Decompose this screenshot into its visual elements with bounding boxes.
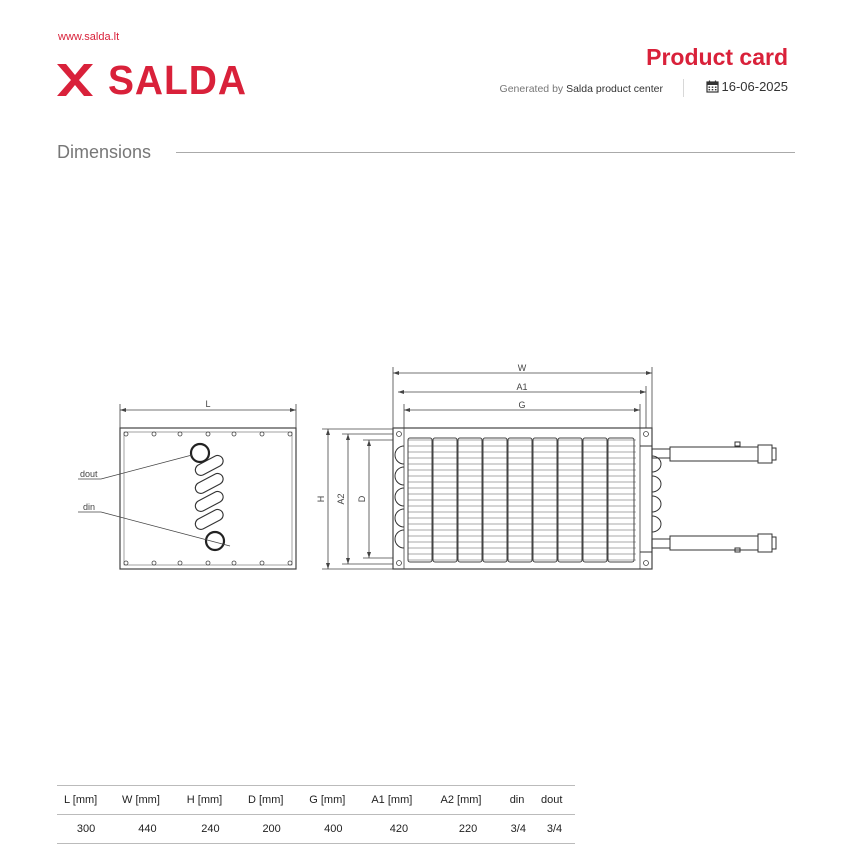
table-cell-W: 440 — [115, 815, 180, 844]
table-cell-A1: 420 — [364, 815, 433, 844]
dim-label-H: H — [316, 495, 326, 503]
table-cell-dout: 3/4 — [534, 815, 575, 844]
dim-label-A2: A2 — [336, 493, 346, 505]
pipe-outlet — [652, 442, 776, 463]
dim-label-G: G — [518, 400, 526, 410]
table-row — [57, 815, 575, 844]
website-link[interactable]: www.salda.lt — [58, 31, 120, 43]
dimensions-table — [57, 785, 575, 844]
dout-connection — [191, 444, 209, 462]
pipe-inlet — [652, 534, 776, 552]
date-value: 16-06-2025 — [721, 79, 788, 94]
table-header-H: H [mm] — [180, 786, 241, 815]
table-cell-L: 300 — [57, 815, 115, 844]
generated-source: Salda product center — [566, 83, 663, 95]
din-connection — [206, 532, 224, 550]
table-header-din: din — [503, 786, 534, 815]
fin-grid — [408, 440, 636, 560]
table-header-G: G [mm] — [302, 786, 364, 815]
front-view — [316, 363, 776, 569]
label-din: din — [83, 502, 96, 512]
generated-prefix: Generated by — [499, 83, 564, 95]
table-header-W: W [mm] — [115, 786, 180, 815]
table-cell-G: 400 — [302, 815, 364, 844]
table-header-D: D [mm] — [241, 786, 302, 815]
label-dout: dout — [80, 469, 98, 479]
table-cell-din: 3/4 — [503, 815, 534, 844]
section-title-dimensions: Dimensions — [57, 142, 152, 162]
table-cell-A2: 220 — [434, 815, 503, 844]
table-cell-D: 200 — [241, 815, 302, 844]
table-header-row — [57, 786, 575, 815]
page-title: Product card — [646, 44, 788, 70]
table-header-A2: A2 [mm] — [434, 786, 503, 815]
dim-label-D: D — [357, 495, 367, 503]
side-view — [78, 399, 296, 569]
dim-label-W: W — [517, 363, 527, 373]
table-header-A1: A1 [mm] — [364, 786, 433, 815]
coil-loops — [193, 454, 225, 532]
table-cell-H: 240 — [180, 815, 241, 844]
table-header-L: L [mm] — [57, 786, 115, 815]
dim-label-L: L — [205, 399, 211, 409]
table-header-dout: dout — [534, 786, 575, 815]
dim-label-A1: A1 — [516, 382, 528, 392]
brand-wordmark: SALDA — [108, 57, 247, 103]
